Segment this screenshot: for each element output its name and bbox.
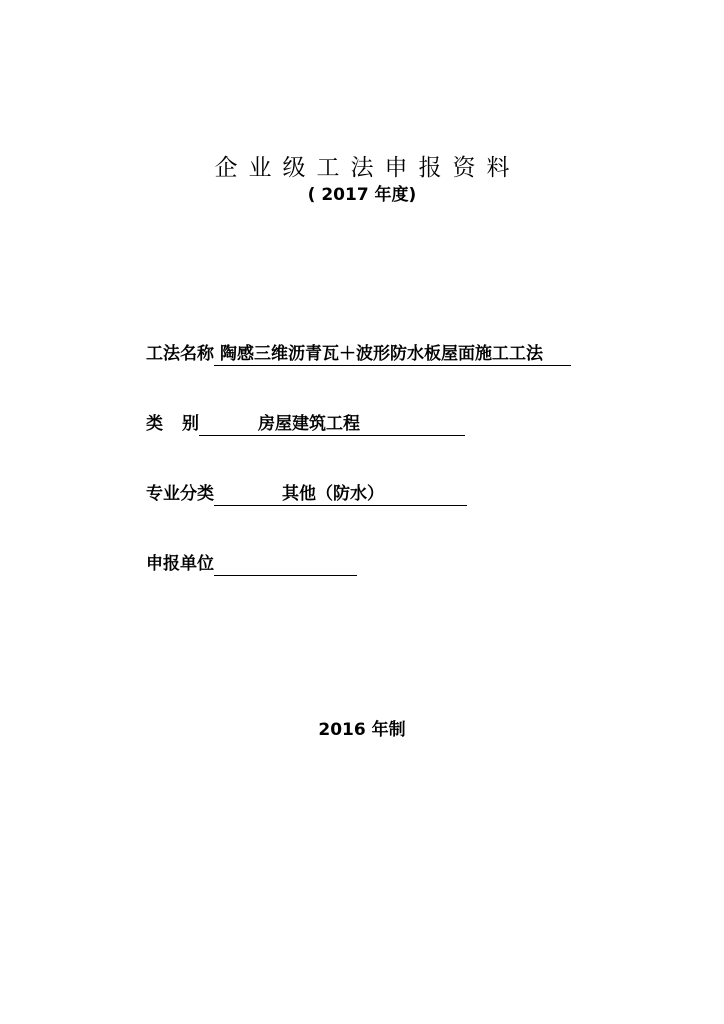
specialty-label: 专业分类: [146, 484, 214, 504]
method-name-value: 陶感三维沥青瓦＋波形防水板屋面施工工法: [214, 344, 571, 366]
unit-field: [146, 552, 357, 576]
category-label-b: 别: [182, 414, 199, 434]
category-value: 房屋建筑工程: [199, 414, 465, 436]
document-subtitle: ( 2017 年度): [307, 185, 417, 205]
specialty-field: [146, 482, 467, 506]
unit-value: [214, 554, 357, 576]
category-label: [146, 412, 199, 436]
document-title: 企业级工法申报资料: [214, 155, 521, 181]
category-field: [146, 412, 465, 436]
document-footer: 2016 年制: [318, 720, 406, 740]
unit-label: 申报单位: [146, 554, 214, 574]
category-label-a: 类: [146, 414, 163, 434]
method-name-label: 工法名称: [146, 344, 214, 364]
specialty-value: 其他（防水）: [214, 484, 467, 506]
method-name-field: [146, 342, 571, 366]
